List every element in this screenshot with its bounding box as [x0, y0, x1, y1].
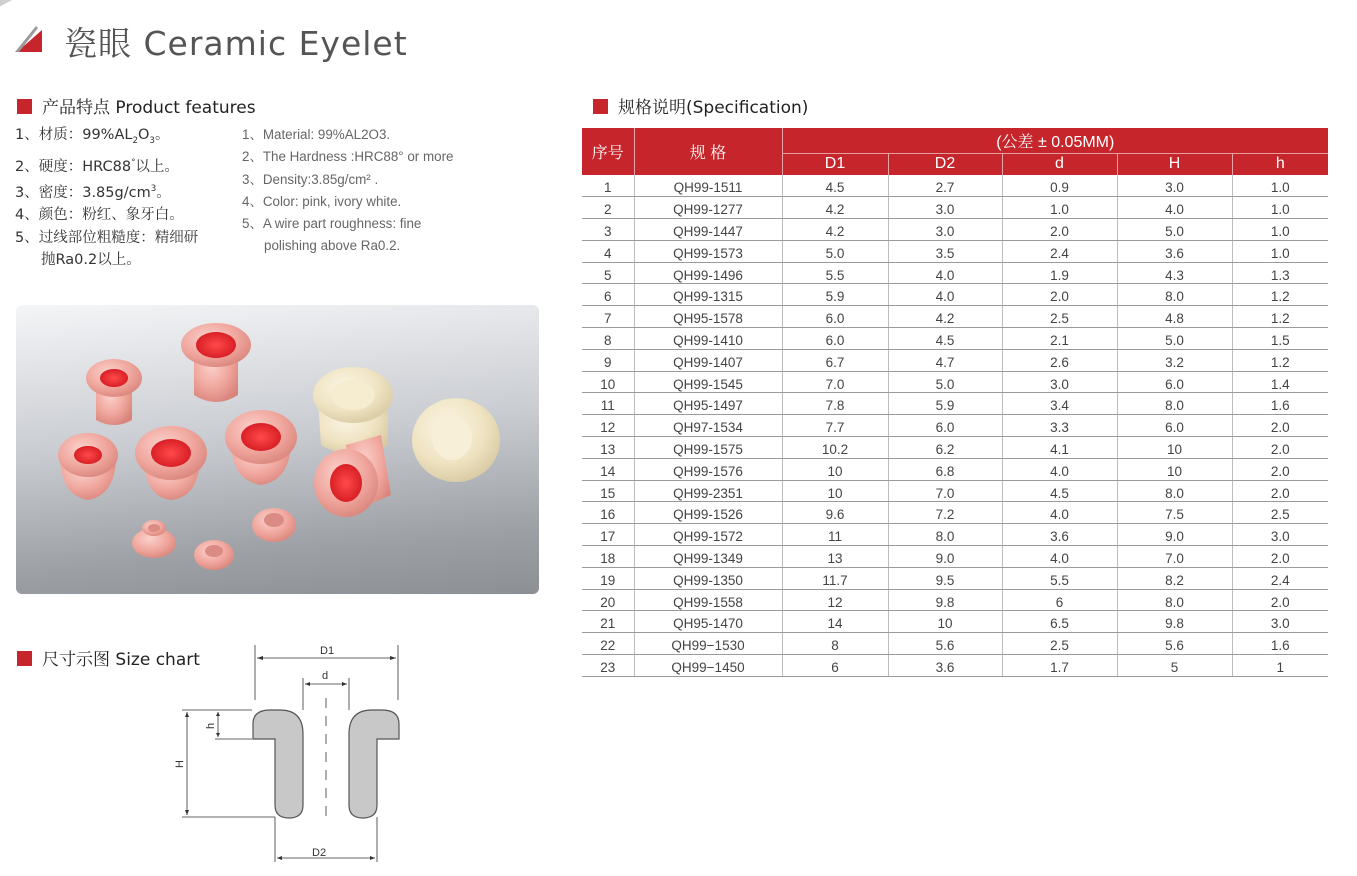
table-cell: 7.5 — [1117, 502, 1232, 524]
table-cell: QH99−1450 — [634, 655, 782, 677]
table-cell: QH99-2351 — [634, 480, 782, 502]
table-cell: QH99-1315 — [634, 284, 782, 306]
table-row — [582, 415, 1328, 437]
table-cell: 5.0 — [1117, 328, 1232, 350]
feature-cn-1: 1、材质：$99\%AL_2O_3$。 — [15, 127, 170, 146]
table-cell: 5.5 — [1002, 567, 1117, 589]
feature-en-1: 1、Material: 99%AL2O3. — [242, 127, 391, 142]
table-cell: QH99-1447 — [634, 219, 782, 241]
table-cell: 13 — [582, 437, 634, 459]
table-cell: 13 — [782, 546, 888, 568]
table-cell: 4.8 — [1117, 306, 1232, 328]
table-cell: 7.8 — [782, 393, 888, 415]
table-cell: 2 — [582, 197, 634, 219]
table-cell: 1.6 — [1232, 633, 1328, 655]
table-cell: 7.0 — [1117, 546, 1232, 568]
corner-stripe — [0, 0, 63, 15]
table-cell: 4.2 — [782, 219, 888, 241]
table-cell: 10 — [782, 480, 888, 502]
table-cell: QH95-1497 — [634, 393, 782, 415]
table-cell: 2.6 — [1002, 349, 1117, 371]
table-cell: 12 — [782, 589, 888, 611]
table-cell: 5.0 — [1117, 219, 1232, 241]
label-d: d — [322, 670, 329, 682]
table-row — [582, 219, 1328, 241]
table-cell: 5.9 — [782, 284, 888, 306]
table-cell: 1.2 — [1232, 306, 1328, 328]
table-row — [582, 611, 1328, 633]
table-row — [582, 524, 1328, 546]
table-cell: 2.1 — [1002, 328, 1117, 350]
table-cell: 4.5 — [782, 175, 888, 197]
table-cell: 1.7 — [1002, 655, 1117, 677]
table-cell: 6 — [782, 655, 888, 677]
col-header-model: 规 格 — [634, 128, 782, 175]
table-cell: 3.0 — [1232, 524, 1328, 546]
table-cell: QH99-1350 — [634, 567, 782, 589]
label-h: h — [205, 722, 217, 729]
table-row — [582, 262, 1328, 284]
col-header-H: H — [1117, 153, 1232, 175]
table-cell: 2.5 — [1002, 633, 1117, 655]
table-cell: 1.0 — [1232, 197, 1328, 219]
table-cell: 5.9 — [888, 393, 1002, 415]
table-cell: 8.0 — [1117, 480, 1232, 502]
table-cell: 20 — [582, 589, 634, 611]
table-cell: 6 — [1002, 589, 1117, 611]
table-cell: 3.3 — [1002, 415, 1117, 437]
table-cell: QH99-1349 — [634, 546, 782, 568]
table-cell: 2.4 — [1002, 240, 1117, 262]
table-row — [582, 458, 1328, 480]
table-cell: 3.6 — [1002, 524, 1117, 546]
table-cell: 6.8 — [888, 458, 1002, 480]
table-cell: QH99-1572 — [634, 524, 782, 546]
table-cell: 7.0 — [782, 371, 888, 393]
feature-en-2: 2、The Hardness :HRC88° or more — [242, 149, 454, 165]
table-cell: 4.3 — [1117, 262, 1232, 284]
spec-table — [582, 128, 1328, 677]
table-row — [582, 655, 1328, 677]
table-cell: 5 — [1117, 655, 1232, 677]
table-cell: 4.0 — [888, 284, 1002, 306]
table-cell: 2.0 — [1232, 480, 1328, 502]
col-header-no: 序号 — [582, 128, 634, 175]
size-chart-diagram — [160, 640, 410, 865]
feature-cn-5: 5、过线部位粗糙度：精细研 — [15, 229, 199, 246]
table-cell: 5.6 — [888, 633, 1002, 655]
table-cell: 2.5 — [1002, 306, 1117, 328]
table-cell: QH99-1575 — [634, 437, 782, 459]
table-cell: 1.0 — [1002, 197, 1117, 219]
feature-en-4: 4、Color: pink, ivory white. — [242, 193, 402, 209]
feature-cn-3: 3、密度：$3.85g/cm^3$。 — [15, 184, 171, 202]
red-triangle-logo-icon — [14, 22, 44, 56]
spec-heading: 规格说明(Specification) — [593, 93, 808, 118]
table-row — [582, 349, 1328, 371]
table-cell: 9.8 — [888, 589, 1002, 611]
table-cell: 8.0 — [1117, 284, 1232, 306]
table-cell: 4.0 — [1117, 197, 1232, 219]
table-cell: 9.8 — [1117, 611, 1232, 633]
table-cell: 7.7 — [782, 415, 888, 437]
table-cell: 9.0 — [888, 546, 1002, 568]
table-cell: 3.0 — [1002, 371, 1117, 393]
table-row — [582, 589, 1328, 611]
table-cell: 6.2 — [888, 437, 1002, 459]
table-row — [582, 306, 1328, 328]
table-cell: 2.0 — [1232, 546, 1328, 568]
feature-en-5: 5、A wire part roughness: fine — [242, 216, 422, 232]
table-cell: 11.7 — [782, 567, 888, 589]
ceramic-eyelets-illustration — [16, 305, 539, 594]
table-row — [582, 393, 1328, 415]
table-cell: 16 — [582, 502, 634, 524]
table-cell: 2.0 — [1232, 437, 1328, 459]
page-title: 瓷眼 Ceramic Eyelet — [64, 24, 408, 63]
red-square-icon — [17, 651, 32, 666]
table-cell: 4.0 — [1002, 458, 1117, 480]
table-row — [582, 240, 1328, 262]
table-cell: 1.0 — [1232, 175, 1328, 197]
table-cell: 3.5 — [888, 240, 1002, 262]
table-cell: 2.4 — [1232, 567, 1328, 589]
features-cn-list — [15, 124, 240, 271]
table-cell: 15 — [582, 480, 634, 502]
table-cell: 12 — [582, 415, 634, 437]
table-cell: QH95-1470 — [634, 611, 782, 633]
red-square-icon — [17, 99, 32, 114]
table-cell: QH99-1558 — [634, 589, 782, 611]
table-cell: 3.6 — [1117, 240, 1232, 262]
table-cell: 4.0 — [1002, 502, 1117, 524]
feature-cn-5-cont: 抛Ra0.2以上。 — [41, 252, 141, 269]
table-row — [582, 175, 1328, 197]
table-cell: 6.7 — [782, 349, 888, 371]
size-chart-heading: 尺寸示图 Size chart — [17, 645, 200, 670]
label-D2: D2 — [312, 847, 327, 859]
col-header-D1: D1 — [782, 153, 888, 175]
table-cell: 1.5 — [1232, 328, 1328, 350]
feature-cn-2: 2、硬度：HRC88°以上。 — [15, 158, 179, 176]
table-cell: 3.4 — [1002, 393, 1117, 415]
table-cell: 1.0 — [1232, 240, 1328, 262]
table-row — [582, 328, 1328, 350]
table-cell: 1.3 — [1232, 262, 1328, 284]
table-cell: QH99-1511 — [634, 175, 782, 197]
table-cell: QH99-1407 — [634, 349, 782, 371]
features-heading: 产品特点 Product features — [17, 93, 256, 118]
table-cell: 2.0 — [1232, 458, 1328, 480]
table-cell: 10 — [888, 611, 1002, 633]
table-row — [582, 437, 1328, 459]
table-cell: 4.0 — [888, 262, 1002, 284]
table-cell: 3.2 — [1117, 349, 1232, 371]
table-cell: 5 — [582, 262, 634, 284]
red-square-icon — [593, 99, 608, 114]
col-header-D2: D2 — [888, 153, 1002, 175]
table-cell: 7 — [582, 306, 634, 328]
table-row — [582, 633, 1328, 655]
table-cell: 10 — [1117, 458, 1232, 480]
table-cell: 14 — [782, 611, 888, 633]
table-cell: 6.0 — [782, 306, 888, 328]
table-cell: 3.0 — [1232, 611, 1328, 633]
feature-en-5-cont: polishing above Ra0.2. — [264, 238, 401, 254]
table-cell: 9.0 — [1117, 524, 1232, 546]
table-cell: QH99-1576 — [634, 458, 782, 480]
table-cell: 0.9 — [1002, 175, 1117, 197]
table-cell: QH99-1496 — [634, 262, 782, 284]
table-cell: 23 — [582, 655, 634, 677]
table-cell: 19 — [582, 567, 634, 589]
table-cell: 1.6 — [1232, 393, 1328, 415]
table-cell: 8 — [782, 633, 888, 655]
table-cell: 8 — [582, 328, 634, 350]
table-cell: 9 — [582, 349, 634, 371]
table-cell: 1.2 — [1232, 284, 1328, 306]
table-cell: 4.5 — [888, 328, 1002, 350]
table-cell: QH99-1526 — [634, 502, 782, 524]
table-cell: 10.2 — [782, 437, 888, 459]
table-cell: 5.5 — [782, 262, 888, 284]
table-cell: 3.6 — [888, 655, 1002, 677]
table-cell: 6.0 — [1117, 415, 1232, 437]
table-cell: 11 — [782, 524, 888, 546]
table-cell: 2.0 — [1232, 589, 1328, 611]
table-cell: 22 — [582, 633, 634, 655]
table-cell: 4.2 — [888, 306, 1002, 328]
label-D1: D1 — [320, 645, 335, 657]
table-cell: 3 — [582, 219, 634, 241]
table-cell: 9.6 — [782, 502, 888, 524]
table-cell: QH99-1277 — [634, 197, 782, 219]
tolerance-header: (公差 ± 0.05MM) — [782, 128, 1328, 153]
table-cell: 21 — [582, 611, 634, 633]
table-cell: 2.0 — [1002, 284, 1117, 306]
table-cell: QH97-1534 — [634, 415, 782, 437]
table-cell: 7.2 — [888, 502, 1002, 524]
table-cell: 4.0 — [1002, 546, 1117, 568]
feature-en-3: 3、Density:3.85g/cm² . — [242, 171, 379, 187]
table-cell: QH99−1530 — [634, 633, 782, 655]
table-cell: 5.6 — [1117, 633, 1232, 655]
features-en-list — [242, 124, 542, 258]
table-cell: QH95-1578 — [634, 306, 782, 328]
table-cell: 2.0 — [1002, 219, 1117, 241]
table-cell: 4.7 — [888, 349, 1002, 371]
table-cell: 1.4 — [1232, 371, 1328, 393]
table-cell: 2.0 — [1232, 415, 1328, 437]
table-cell: 1.0 — [1232, 219, 1328, 241]
table-cell: QH99-1410 — [634, 328, 782, 350]
feature-cn-4: 4、颜色：粉红、象牙白。 — [15, 207, 184, 224]
table-cell: 6.0 — [888, 415, 1002, 437]
table-cell: 1.9 — [1002, 262, 1117, 284]
table-row — [582, 546, 1328, 568]
table-cell: 8.2 — [1117, 567, 1232, 589]
table-cell: 1 — [582, 175, 634, 197]
table-cell: 8.0 — [888, 524, 1002, 546]
table-cell: 1.2 — [1232, 349, 1328, 371]
table-cell: 6.0 — [782, 328, 888, 350]
table-cell: 8.0 — [1117, 589, 1232, 611]
table-cell: 8.0 — [1117, 393, 1232, 415]
table-cell: 1 — [1232, 655, 1328, 677]
table-cell: 2.7 — [888, 175, 1002, 197]
table-row — [582, 502, 1328, 524]
col-header-d: d — [1002, 153, 1117, 175]
table-cell: 7.0 — [888, 480, 1002, 502]
table-cell: 4 — [582, 240, 634, 262]
table-cell: 4.1 — [1002, 437, 1117, 459]
table-cell: 11 — [582, 393, 634, 415]
table-cell: QH99-1573 — [634, 240, 782, 262]
table-cell: 14 — [582, 458, 634, 480]
table-cell: 6 — [582, 284, 634, 306]
table-cell: 6.0 — [1117, 371, 1232, 393]
table-cell: 3.0 — [1117, 175, 1232, 197]
table-cell: 4.2 — [782, 197, 888, 219]
table-cell: 3.0 — [888, 219, 1002, 241]
table-cell: 6.5 — [1002, 611, 1117, 633]
table-cell: 17 — [582, 524, 634, 546]
table-cell: 2.5 — [1232, 502, 1328, 524]
table-cell: 3.0 — [888, 197, 1002, 219]
table-row — [582, 567, 1328, 589]
table-cell: 10 — [582, 371, 634, 393]
table-cell: 4.5 — [1002, 480, 1117, 502]
table-cell: 10 — [782, 458, 888, 480]
table-cell: 5.0 — [888, 371, 1002, 393]
table-row — [582, 197, 1328, 219]
table-row — [582, 480, 1328, 502]
table-cell: 10 — [1117, 437, 1232, 459]
table-cell: 18 — [582, 546, 634, 568]
table-cell: QH99-1545 — [634, 371, 782, 393]
table-row — [582, 284, 1328, 306]
product-photo — [16, 305, 539, 594]
col-header-h: h — [1232, 153, 1328, 175]
table-cell: 9.5 — [888, 567, 1002, 589]
table-row — [582, 371, 1328, 393]
table-cell: 5.0 — [782, 240, 888, 262]
label-H: H — [174, 760, 186, 768]
